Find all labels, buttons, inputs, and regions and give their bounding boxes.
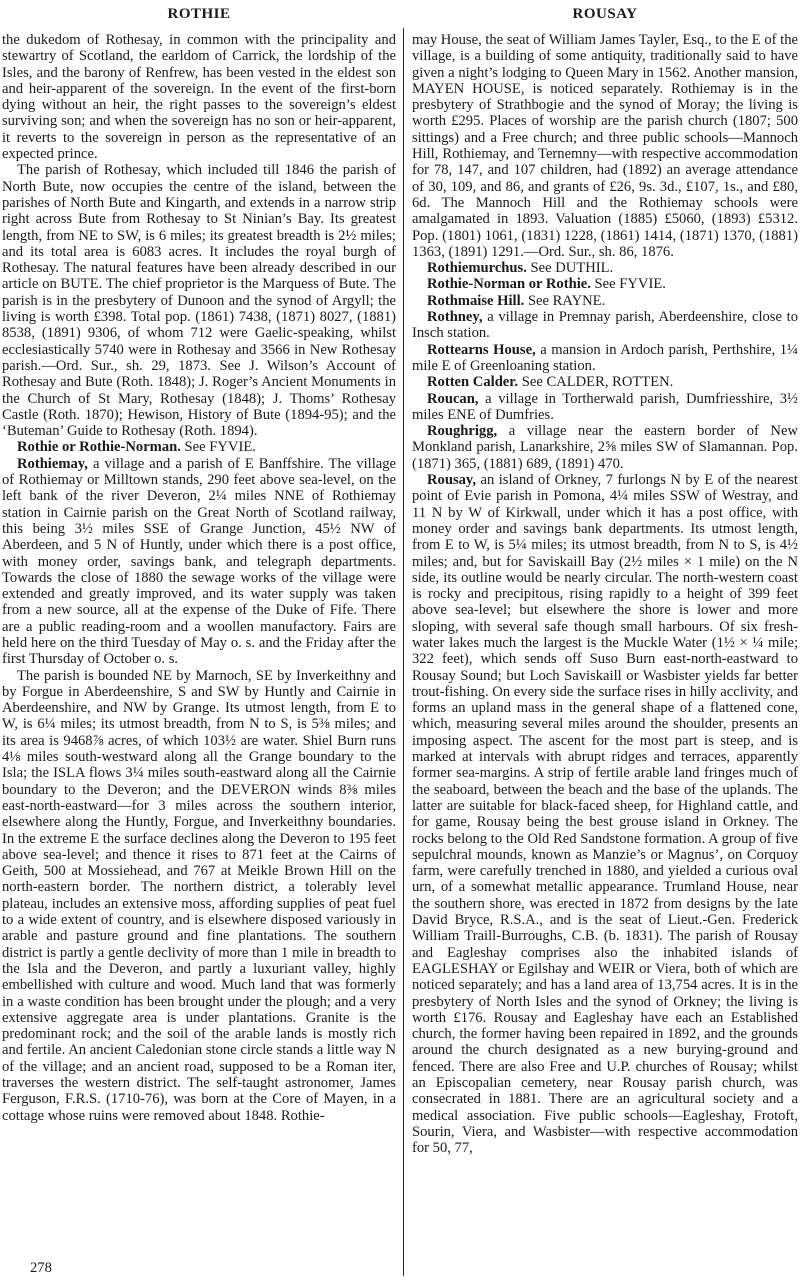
- paragraph-continuation: the dukedom of Rothesay, in common with the principality and stewartry of Scotland, the earldom of Carrick, the lordship of the Isles, and the barony of Renfrew, has been vested in the eldest son and heir-apparent of the sovereign. In the event of the first-born dying without an heir, the right passes to the sovereign’s eldest surviving son; and when the sovereign has no son or heir-apparent, it reverts to the sovereign in person as the representative of an expected prince.: [2, 32, 396, 163]
- paragraph: The parish is bounded NE by Marnoch, SE by Inverkeithny and by Forgue in Aberdeenshire, S and SW by Huntly and Cairnie in Aberdeenshire, and NW by Grange. Its utmost length, from E to W, is 6¼ miles; its utmost breadth, from N to S, is 5⅜ miles; and its area is 9468⅞ acres, of which 103½ are water. Shiel Burn runs 4⅛ miles south-westward along all the Grange boundary to the Isla; the ISLA flows 3¼ miles south-eastward along all the Cairnie boundary to the Deveron; and the DEVERON winds 8⅜ miles east-north-eastward—for 3 miles across the southern interior, elsewhere along the Huntly, Forgue, and Inverkeithny boundaries. In the extreme E the surface declines along the Deveron to 195 feet above sea-level; and thence it rises to 871 feet at the Cairns of Geith, 500 at Mossiehead, and 767 at Meikle Brown Hill on the north-eastern border. The northern district, a tolerably level plateau, includes an extensive moss, affording supplies of peat fuel to a wide extent of country, and is elsewhere disposed variously in arable and pasture ground and fine plantations. The southern district is partly a gentle declivity of more than 1 mile in breadth to the Isla and the Deveron, and partly a luxuriant valley, highly embellished with culture and wood. Much land that was formerly in a waste condition has been brought under the plough; and a very extensive aggregate area is under plantations. Granite is the predominant rock; and the soil of the arable lands is mostly rich and fertile. An ancient Caledonian stone circle stands a little way N of the village; and an ancient road, supposed to be a Roman iter, traverses the western district. The self-taught astronomer, James Ferguson, F.R.S. (1710-76), was born at the Core of Mayen, in a cottage whose ruins were removed about 1848. Rothie-: [2, 667, 396, 1124]
- entry-headword: Rothie or Rothie-Norman.: [17, 439, 181, 456]
- entry-headword: Rothiemurchus.: [427, 260, 527, 277]
- entry-rotten-calder: [412, 374, 798, 390]
- entry-headword: Rothiemay,: [17, 455, 88, 472]
- column-rule: [403, 28, 404, 1276]
- paragraph: The parish of Rothesay, which included till 1846 the parish of North Bute, now occupies the centre of the island, between the parishes of North Bute and Kingarth, and extends in a narrow strip right across Bute from Rothesay to St Ninian’s Bay. Its greatest length, from NE to SW, is 6 miles; its greatest breadth is 2½ miles; and its total area is 6083 acres. It includes the royal burgh of Rothesay. The natural features have been already described in our article on BUTE. The chief proprietor is the Marquess of Bute. The parish is in the presbytery of Dunoon and the synod of Argyll; the living is worth £398. Total pop. (1861) 7438, (1871) 8027, (1881) 8538, (1891) 9306, of whom 712 were Gaelic-speaking, whilst ecclesiastically 5740 were in Rothesay and 3566 in New Rothesay parish.—Ord. Sur., sh. 29, 1873. See J. Wilson’s Account of Rothesay and Bute (Roth. 1848); J. Roger’s Ancient Monuments in the Church of St Mary, Rothesay (1848); J. Thoms’ Rothesay Castle (Roth. 1870); Hewison, History of Bute (1894-95); and the ‘Buteman’ Guide to Rothesay (Roth. 1894).: [2, 162, 396, 440]
- entry-rothney: [412, 309, 798, 342]
- entry-rothiemay: [2, 456, 396, 668]
- entry-headword: Roucan,: [427, 390, 479, 407]
- entry-text: See CALDER, ROTTEN.: [518, 374, 674, 391]
- entry-rothie-norman: [412, 276, 798, 292]
- entry-text: See FYVIE.: [590, 276, 666, 293]
- left-column: [2, 32, 396, 1264]
- entry-rothmaise-hill: [412, 293, 798, 309]
- entry-roucan: [412, 391, 798, 424]
- entry-text: a mansion in Ardoch parish, Perthshire, 1¼ mile E of Greenloaning station.: [412, 341, 798, 374]
- entry-headword: Roughrigg,: [427, 423, 498, 440]
- entry-text: See DUTHIL.: [526, 260, 614, 277]
- entry-text: a village in Tortherwald parish, Dumfriesshire, 3½ miles ENE of Dumfries.: [412, 390, 798, 423]
- paragraph-continuation: may House, the seat of William James Tayler, Esq., to the E of the village, is a building of some antiquity, traditionally said to have given a night’s lodging to Queen Mary in 1562. Another mansion, MAYEN HOUSE, is noticed separately. Rothiemay is in the presbytery of Strathbogie and the synod of Moray; the living is worth £295. Places of worship are the parish church (1807; 500 sittings) and a Free church; and three public schools—Mannoch Hill, Rothiemay, and Ternemny—with respective accommodation for 78, 147, and 107 children, had (1892) an average attendance of 30, 109, and 86, and grants of £26, 9s. 3d., £107, 1s., and £80, 6d. The Mannoch Hill and the Rothiemay schools were amalgamated in 1893. Valuation (1885) £5060, (1893) £5312. Pop. (1801) 1061, (1831) 1228, (1861) 1414, (1871) 1370, (1881) 1363, (1891) 1291.—Ord. Sur., sh. 86, 1876.: [412, 32, 798, 260]
- running-head-right: ROUSAY: [572, 6, 638, 22]
- entry-text: a village and a parish of E Banffshire. The village of Rothiemay or Milltown stands, 290 feet above sea-level, on the left bank of the river Deveron, 2¼ miles NNE of Rothiemay station in Cairnie parish on the Great North of Scotland railway, this being 3½ miles SSE of Grange Junction, 45½ NW of Aberdeen, and 5 N of Huntly, under which there is a post office, with money order, savings bank, and telegraph departments. Towards the close of 1880 the sewage works of the village were extended and greatly improved, and its water supply was taken from a new source, all at the expense of the Duke of Fife. There are a public reading-room and a woollen manufactory. Fairs are held here on the third Tuesday of May o. s. and the Friday after the first Thursday of October o. s.: [2, 455, 396, 668]
- entry-text: See RAYNE.: [524, 292, 606, 309]
- entry-text: a village in Premnay parish, Aberdeenshire, close to Insch station.: [412, 309, 798, 342]
- entry-rottearns-house: [412, 342, 798, 375]
- entry-headword: Rottearns House,: [427, 341, 536, 358]
- entry-text: See FYVIE.: [180, 439, 256, 456]
- entry-rothiemurchus: [412, 260, 798, 276]
- running-head-left: ROTHIE: [167, 6, 231, 22]
- entry-roughrigg: [412, 423, 798, 472]
- entry-text: an island of Orkney, 7 furlongs N by E of the nearest point of Evie parish in Pomona, 4¼ miles SSW of Westray, and 11 N by W of Kirkwall, under which it has a post office, with money order and savings bank departments. Its utmost length, from E to W, is 5¼ miles; its utmost breadth, from N to S, is 4½ miles; and, but for Saviskaill Bay (2½ miles × 1 mile) on the N side, its outline would be nearly circular. The north-western coast is rocky and precipitous, rising rapidly to a height of 399 feet above sea-level; but elsewhere the shore is lower and more sloping, with several safe though small harbours. Of six fresh-water lakes much the largest is the Muckle Water (1½ × ¼ mile; 322 feet), which sends off Suso Burn east-north-eastward to Rousay Sound; but Loch Saviskaill or Wasbister yields far better trout-fishing. On every side the surface rises in hilly acclivity, and forms an upland mass in the general shape of a flattened cone, which, measuring several miles around the shoulder, presents an imposing aspect. The ascent for the most part is steep, and is marked at intervals with abrupt ridges and terraces, apparently former sea-margins. A strip of fertile arable land fringes much of the seaboard, between the beach and the base of the uplands. The latter are suitable for black-faced sheep, for Highland cattle, and for game, Rousay being the best grouse island in Orkney. The rocks belong to the Old Red Sandstone formation. A group of five sepulchral mounds, known as Manzie’s or Magnus’, on Corquoy farm, were carefully trenched in 1880, and yielded a curious oval urn, of a somewhat metallic appearance. Trumland House, near the southern shore, was erected in 1872 from designs by the late David Bryce, R.S.A., and is the seat of Lieut.-Gen. Frederick William Traill-Burroughs, C.B. (b. 1831). The parish of Rousay and Eagleshay comprises also the inhabited islands of EAGLESHAY or Egilshay and WEIR or Viera, both of which are noticed separately; and has a land area of 13,754 acres. It is in the presbytery of North Isles and the synod of Orkney; the living is worth £176. Rousay and Eagleshay have each an Established church, the former having been repaired in 1892, and the grounds around the church designated as a new burying-ground and fenced. There are also Free and U.P. churches of Rousay; whilst an Episcopalian cemetery, near Rousay parish church, was consecrated in 1881. There are an agricultural society and a medical association. Five public schools—Eagleshay, Frotoft, Sourin, Viera, and Wasbister—with respective accommodation for 50, 77,: [412, 472, 798, 1157]
- entry-text: a village near the eastern border of New Monkland parish, Lanarkshire, 2⅝ miles SW of Slamannan. Pop. (1871) 365, (1881) 689, (1891) 470.: [412, 423, 798, 472]
- entry-headword: Rothmaise Hill.: [427, 292, 525, 309]
- right-column: [412, 32, 798, 1278]
- entry-rothie: [2, 439, 396, 455]
- entry-headword: Rotten Calder.: [427, 374, 519, 391]
- entry-headword: Rothie-Norman or Rothie.: [427, 276, 591, 293]
- entry-headword: Rousay,: [427, 472, 477, 489]
- entry-headword: Rothney,: [427, 309, 483, 326]
- entry-rousay: [412, 472, 798, 1156]
- page-number: 278: [30, 1260, 52, 1276]
